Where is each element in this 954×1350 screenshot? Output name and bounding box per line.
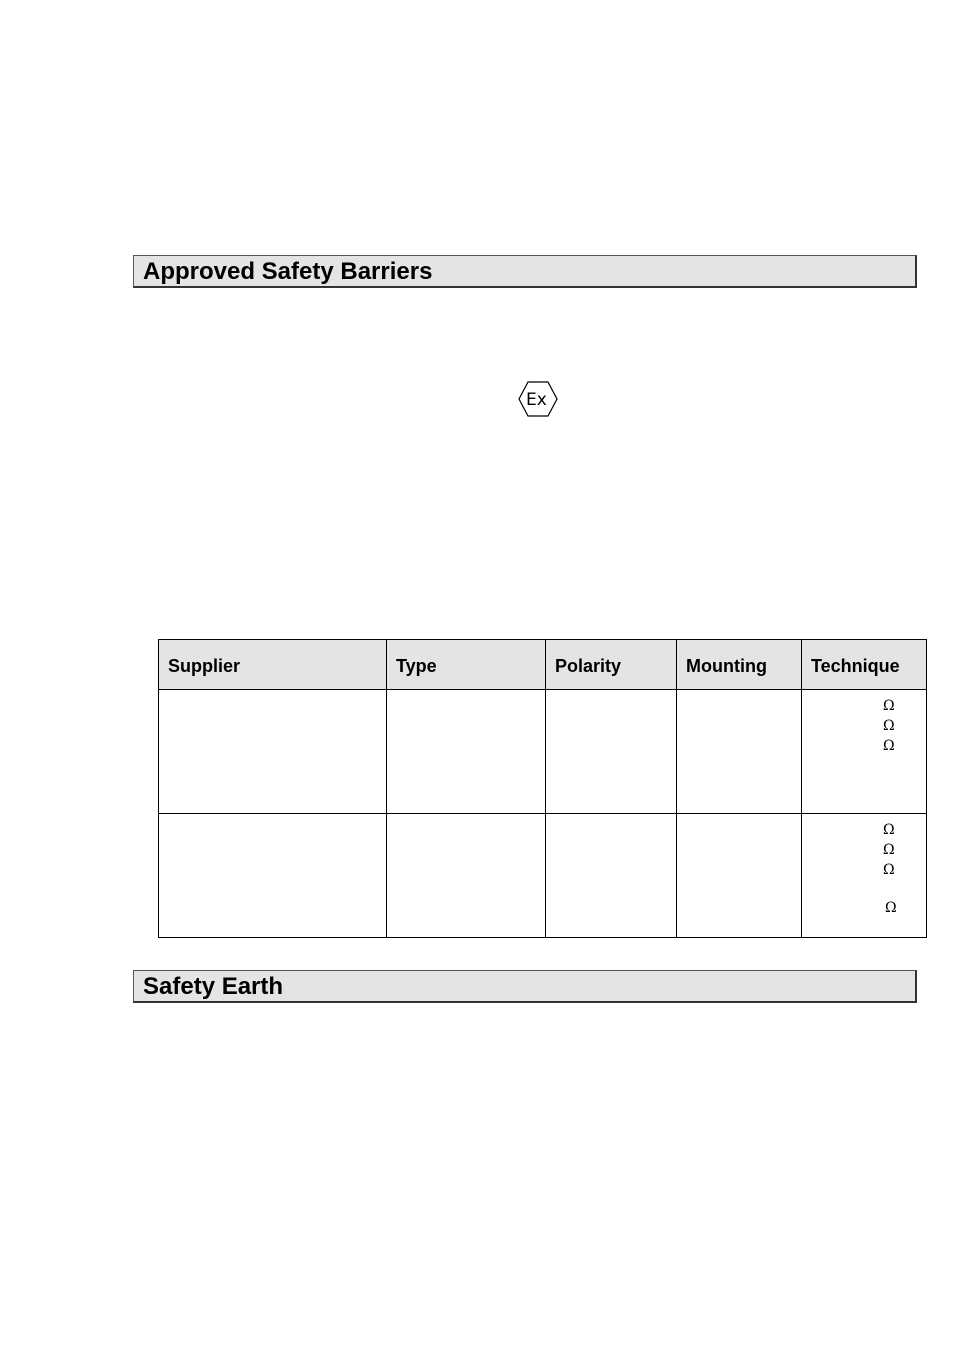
polarity-cell	[546, 814, 677, 938]
section-heading-approved-safety-barriers: Approved Safety Barriers	[133, 255, 917, 288]
column-header-supplier: Supplier	[159, 640, 387, 690]
supplier-cell	[159, 690, 387, 814]
section-heading-safety-earth: Safety Earth	[133, 970, 917, 1003]
mounting-cell	[677, 814, 802, 938]
ohm-symbol: Ω	[883, 698, 895, 714]
ohm-symbol: Ω	[885, 900, 897, 916]
column-header-mounting: Mounting	[677, 640, 802, 690]
type-cell	[387, 690, 546, 814]
ohm-symbol: Ω	[883, 738, 895, 754]
table-row	[159, 690, 927, 814]
ex-mark-label: Ex	[526, 390, 547, 410]
column-header-polarity: Polarity	[546, 640, 677, 690]
table-header-row	[159, 640, 927, 690]
ohm-symbol: Ω	[883, 822, 895, 838]
ohm-symbol: Ω	[883, 842, 895, 858]
polarity-cell	[546, 690, 677, 814]
mounting-cell	[677, 690, 802, 814]
ohm-symbol: Ω	[883, 718, 895, 734]
technique-cell	[802, 690, 927, 814]
table-row	[159, 814, 927, 938]
ex-hexagon-icon	[518, 381, 558, 417]
column-header-technique: Technique	[802, 640, 927, 690]
ohm-symbol: Ω	[883, 862, 895, 878]
supplier-cell	[159, 814, 387, 938]
column-header-type: Type	[387, 640, 546, 690]
type-cell	[387, 814, 546, 938]
approved-barriers-table	[158, 639, 927, 938]
technique-cell	[802, 814, 927, 938]
